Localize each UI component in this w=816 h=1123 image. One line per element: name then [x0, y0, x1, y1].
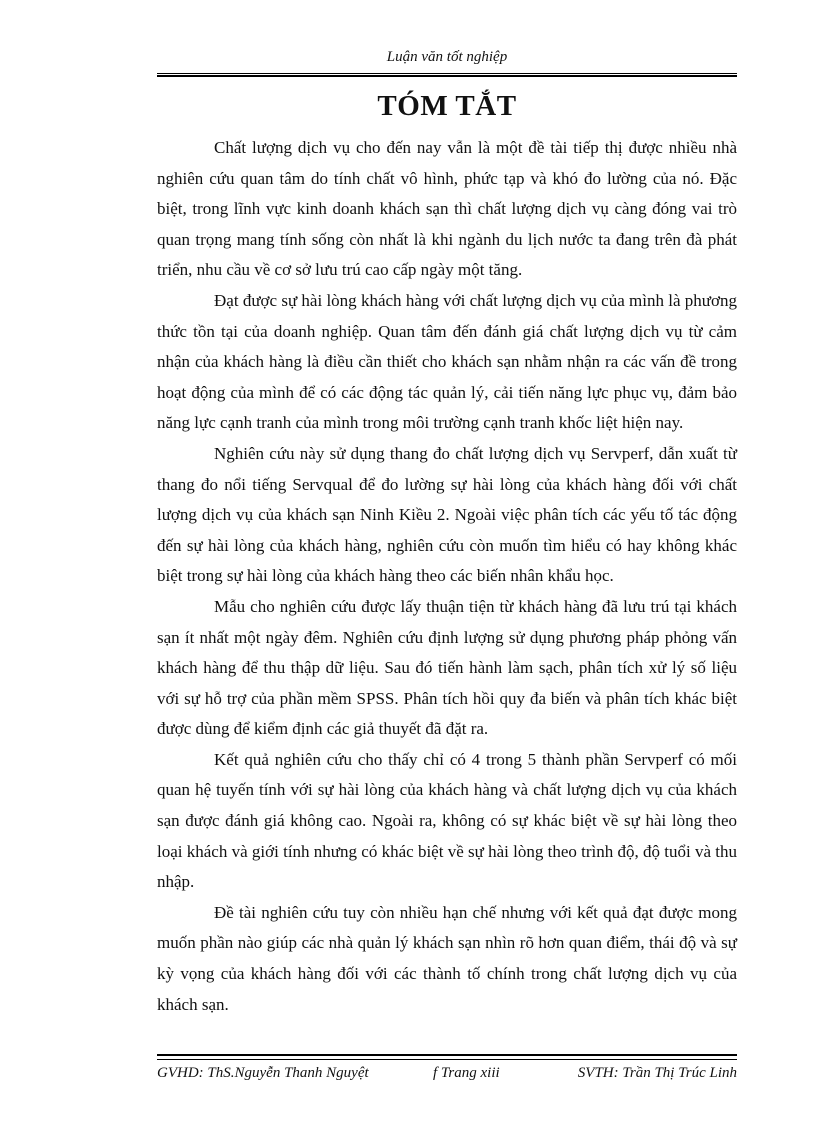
header-rule-thin — [157, 73, 737, 74]
paragraph-5: Kết quả nghiên cứu cho thấy chỉ có 4 trong 5 thành phần Servperf có mối quan hệ tuyến tính với sự hài lòng của khách hàng và chất lượng dịch vụ của khách sạn được đánh giá không cao. Ngoài ra, không có sự khác biệt về sự hài lòng theo loại khách và giới tính nhưng có khác biệt về sự hài lòng theo trình độ, độ tuổi và thu nhập. — [157, 749, 737, 892]
paragraph-2: Đạt được sự hài lòng khách hàng với chất lượng dịch vụ của mình là phương thức tồn tại của doanh nghiệp. Quan tâm đến đánh giá chất lượng dịch vụ từ cảm nhận của khách hàng là điều cần thiết cho khách sạn nhằm nhận ra các vấn đề trong hoạt động của mình để có các động tác quản lý, cải tiến năng lực phục vụ, đảm bảo năng lực cạnh tranh của mình trong môi trường cạnh tranh khốc liệt hiện nay. — [157, 290, 737, 433]
header-rule-thick — [157, 75, 737, 77]
paragraph-6: Đề tài nghiên cứu tuy còn nhiều hạn chế nhưng với kết quả đạt được mong muốn phần nào giúp các nhà quản lý khách sạn nhìn rõ hơn quan điểm, thái độ và sự kỳ vọng của khách hàng đối với các thành tố chính trong chất lượng dịch vụ của khách sạn. — [157, 902, 737, 1014]
page-footer — [157, 1062, 737, 1084]
paragraph-4: Mẫu cho nghiên cứu được lấy thuận tiện từ khách hàng đã lưu trú tại khách sạn ít nhất một ngày đêm. Nghiên cứu định lượng sử dụng phương pháp phỏng vấn khách hàng để thu thập dữ liệu. Sau đó tiến hành làm sạch, phân tích xử lý số liệu với sự hỗ trợ của phần mềm SPSS. Phân tích hồi quy đa biến và phân tích khác biệt được dùng để kiểm định các giả thuyết đã đặt ra. — [157, 596, 737, 739]
footer-rule-thick — [157, 1054, 737, 1056]
footer-rule-thin — [157, 1059, 737, 1060]
footer-advisor: GVHD: ThS.Nguyễn Thanh Nguyệt — [157, 1065, 369, 1081]
paragraph-3: Nghiên cứu này sử dụng thang đo chất lượng dịch vụ Servperf, dẫn xuất từ thang đo nổi tiếng Servqual để đo lường sự hài lòng của khách hàng đối với chất lượng dịch vụ của khách sạn Ninh Kiều 2. Ngoài việc phân tích các yếu tố tác động đến sự hài lòng của khách hàng, nghiên cứu còn muốn tìm hiểu có hay không khác biệt trong sự hài lòng của khách hàng theo các biến nhân khẩu học. — [157, 443, 737, 586]
paragraph-1: Chất lượng dịch vụ cho đến nay vẫn là một đề tài tiếp thị được nhiều nhà nghiên cứu quan tâm do tính chất vô hình, phức tạp và khó đo lường của nó. Đặc biệt, trong lĩnh vực kinh doanh khách sạn thì chất lượng dịch vụ càng đóng vai trò quan trọng mang tính sống còn nhất là khi ngành du lịch nước ta đang trên đà phát triển, nhu cầu về cơ sở lưu trú cao cấp ngày một tăng. — [157, 138, 737, 280]
abstract-body — [157, 133, 737, 1020]
footer-student: SVTH: Trần Thị Trúc Linh — [577, 1065, 737, 1081]
footer-page-number: f Trang xiii — [433, 1065, 500, 1081]
header-title: Luận văn tốt nghiệp — [386, 49, 508, 65]
document-title: TÓM TẮT — [377, 90, 517, 122]
